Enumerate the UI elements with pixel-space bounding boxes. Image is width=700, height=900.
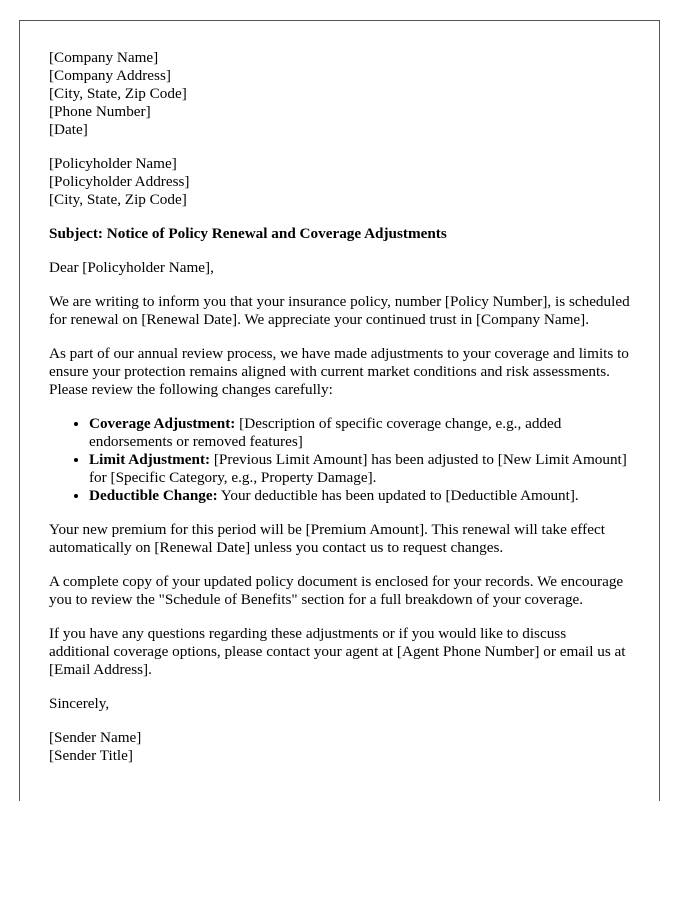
list-item <box>89 451 630 487</box>
change-term: Coverage Adjustment: <box>89 415 236 432</box>
enclosure-paragraph: A complete copy of your updated policy document is enclosed for your records. We encourage you to review the "Schedule of Benefits" section for a full breakdown of your coverage. <box>49 573 624 608</box>
policyholder-address: [Policyholder Address] <box>49 173 190 190</box>
signature-block <box>49 729 630 765</box>
recipient-address-block <box>49 155 630 209</box>
closing: Sincerely, <box>49 695 110 712</box>
letter-page <box>19 20 660 801</box>
changes-list <box>49 415 630 505</box>
change-text: Your deductible has been updated to [Deductible Amount]. <box>217 487 579 504</box>
intro-paragraph: We are writing to inform you that your insurance policy, number [Policy Number], is scheduled for renewal on [Renewal Date]. We appreciate your continued trust in [Company Name]. <box>49 293 630 328</box>
sender-name: [Sender Name] <box>49 729 142 746</box>
change-term: Limit Adjustment: <box>89 451 211 468</box>
subject-line: Subject: Notice of Policy Renewal and Coverage Adjustments <box>49 225 447 242</box>
letter-date: [Date] <box>49 121 88 138</box>
company-city-state-zip: [City, State, Zip Code] <box>49 85 187 102</box>
premium-paragraph: Your new premium for this period will be [Premium Amount]. This renewal will take effect automatically on [Renewal Date] unless you contact us to request changes. <box>49 521 605 556</box>
change-text: [Description of specific coverage change, e.g., added endorsements or removed features] <box>89 415 562 450</box>
list-item <box>89 415 630 451</box>
company-phone: [Phone Number] <box>49 103 151 120</box>
contact-paragraph: If you have any questions regarding these adjustments or if you would like to discuss additional coverage options, please contact your agent at [Agent Phone Number] or email us at [Email Address]. <box>49 625 626 678</box>
sender-address-block <box>49 49 630 139</box>
change-term: Deductible Change: <box>89 487 218 504</box>
review-paragraph: As part of our annual review process, we have made adjustments to your coverage and limits to ensure your protection remains aligned with current market conditions and risk assessments. Please review the following changes carefully: <box>49 345 629 398</box>
change-text: [Previous Limit Amount] has been adjusted to [New Limit Amount] for [Specific Category, e.g., Property Damage]. <box>89 451 627 486</box>
policyholder-city-state-zip: [City, State, Zip Code] <box>49 191 187 208</box>
sender-title: [Sender Title] <box>49 747 133 764</box>
company-address: [Company Address] <box>49 67 171 84</box>
list-item <box>89 487 630 505</box>
policyholder-name: [Policyholder Name] <box>49 155 177 172</box>
company-name: [Company Name] <box>49 49 159 66</box>
salutation: Dear [Policyholder Name], <box>49 259 214 276</box>
